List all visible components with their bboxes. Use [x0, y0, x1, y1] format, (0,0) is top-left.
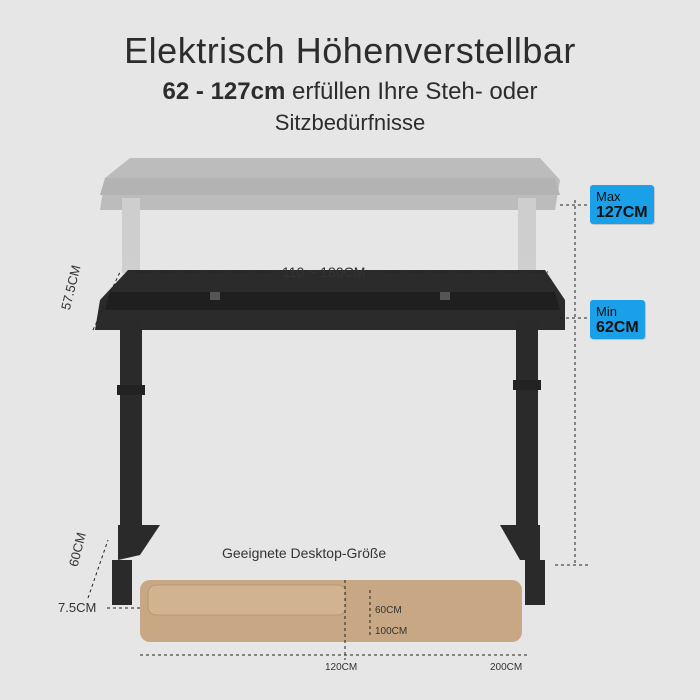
page-title: Elektrisch Höhenverstellbar	[124, 30, 576, 71]
min-height-badge	[590, 300, 645, 339]
desktop-boards	[140, 580, 522, 642]
max-label: Max	[596, 189, 621, 204]
frame-depth-label: 57.5CM	[57, 263, 84, 312]
right-leg	[500, 320, 545, 605]
min-label: Min	[596, 304, 617, 319]
foot-length-label: 60CM	[65, 530, 89, 569]
height-guides	[555, 200, 590, 565]
desktop-width-large: 200CM	[490, 662, 523, 673]
max-height-badge	[590, 185, 654, 224]
raised-frame	[100, 158, 560, 273]
max-value: 127CM	[596, 204, 648, 221]
desktop-width-small: 120CM	[325, 662, 358, 673]
min-value: 62CM	[596, 319, 639, 336]
height-range-value: 62 - 127cm	[162, 78, 286, 105]
height-range-text: erfüllen Ihre Steh- oder	[285, 78, 538, 105]
frame-width-label: 110 ~ 180CM	[282, 264, 366, 280]
left-leg	[112, 320, 160, 605]
desktop-title: Geeignete Desktop-Größe	[222, 545, 387, 561]
desktop-depth-large: 100CM	[375, 626, 408, 637]
foot-width-label: 7.5CM	[58, 600, 97, 615]
desktop-depth-small: 60CM	[375, 605, 402, 616]
height-range-line-2: Sitzbedürfnisse	[274, 110, 426, 135]
